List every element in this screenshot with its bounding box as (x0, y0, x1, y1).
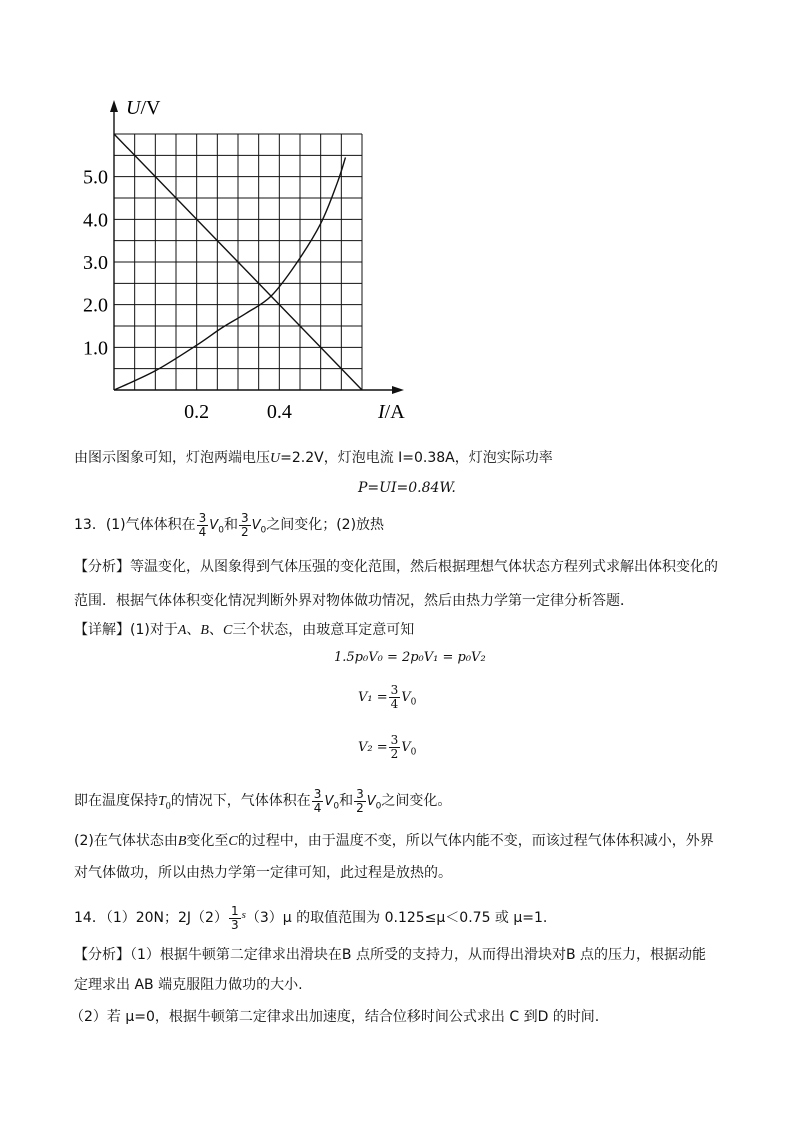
equation-v2: V₂ = $\frac{3}{2}$ $V_0$ (358, 733, 417, 761)
graph-axes (110, 100, 404, 394)
series-bulb-curve (114, 157, 345, 390)
y-tick-label: 5.0 (83, 166, 108, 189)
x-tick-label: 0.4 (266, 401, 292, 423)
x-tick-label: 0.2 (184, 401, 210, 423)
answer-14: 14．（1）20N；2J（2） $\frac{1}{3}$ $^s$（3）μ 的取值范围为 0.125≤μ＜0.75 或 μ=1. (74, 903, 548, 932)
y-tick-label: 2.0 (83, 294, 108, 317)
analysis-14-line-2: 定理求出 AB 端克服阻力做功的大小. (74, 977, 303, 993)
equation-boyle: 1.5p₀V₀ = 2p₀V₁ = p₀V₂ (334, 650, 486, 665)
y-axis-label: U/V (126, 97, 161, 119)
y-tick-label: 3.0 (83, 252, 108, 274)
analysis-13-line-1: 【分析】等温变化，从图象得到气体压强的变化范围，然后根据理想气体状态方程列式求解出体积变化的 (74, 559, 718, 575)
y-tick-label: 4.0 (83, 209, 108, 232)
y-tick-label: 1.0 (83, 337, 108, 360)
part2-line-1: (2)在气体状态由B变化至C的过程中，由于温度不变，所以气体内能不变，而该过程气体体积减小，外界 (74, 833, 714, 849)
y-axis-arrow (110, 100, 118, 112)
conclusion-line-1: 由图示图象可知，灯泡两端电压U=2.2V，灯泡电流 I=0.38A，灯泡实际功率 (74, 450, 553, 466)
equation-v1: V₁ = $\frac{3}{4}$ $V_0$ (358, 683, 417, 711)
analysis-14-line-3: （2）若 μ=0，根据牛顿第二定律求出加速度，结合位移时间公式求出 C 到D 的时间. (70, 1009, 600, 1025)
part2-line-2: 对气体做功，所以由热力学第一定律可知，此过程是放热的。 (74, 865, 452, 881)
power-result: P=UI=0.84W. (358, 480, 456, 496)
x-axis-label: I/A (378, 401, 405, 423)
analysis-14-line-1: 【分析】（1）根据牛顿第二定律求出滑块在B 点所受的支持力，从而得出滑块对B 点的压力，根据动能 (74, 947, 707, 963)
detail-13-intro: 【详解】(1)对于A、B、C三个状态，由玻意耳定意可知 (74, 622, 415, 638)
answer-13: 13．(1)气体体积在 $\frac{3}{4}$ $V_0$和 $\frac{3}{2}$ $V_0$之间变化；(2)放热 (74, 510, 385, 539)
ui-graph (70, 90, 420, 430)
analysis-13-line-2: 范围．根据气体体积变化情况判断外界对物体做功情况，然后由热力学第一定律分析答题． (74, 593, 634, 609)
x-axis-arrow (392, 386, 404, 394)
volume-range-conclusion: 即在温度保持$T_0$的情况下，气体体积在 $\frac{3}{4}$ $V_0$和 $\frac{3}{2}$ $V_0$之间变化。 (74, 786, 452, 815)
